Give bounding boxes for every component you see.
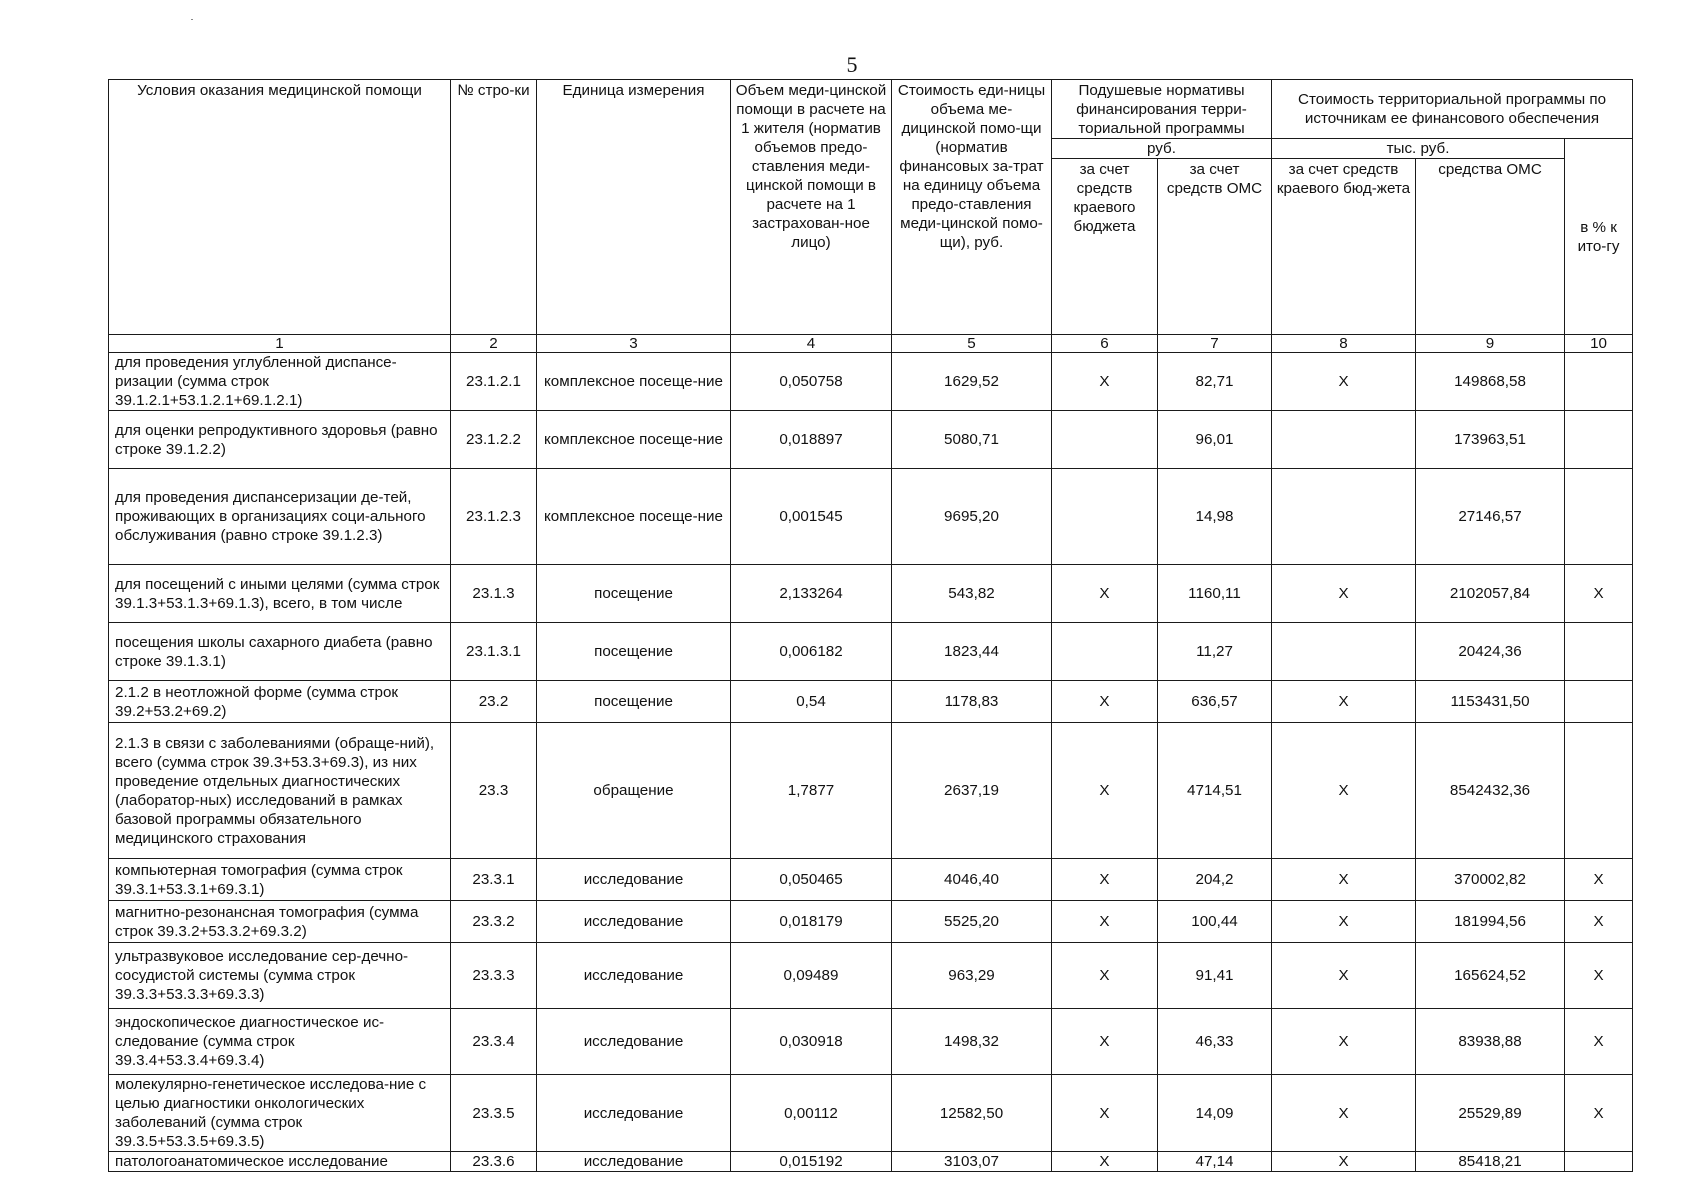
column-number-row <box>109 335 1633 353</box>
row-cost-oms: 181994,56 <box>1416 901 1565 943</box>
table-header <box>109 80 1633 353</box>
row-line-number: 23.3.2 <box>451 901 537 943</box>
row-unit-cost: 2637,19 <box>892 723 1052 859</box>
row-volume: 2,133264 <box>731 565 892 623</box>
column-number: 9 <box>1416 335 1565 353</box>
row-condition: 2.1.2 в неотложной форме (сумма строк 39.2+53.2+69.2) <box>109 681 451 723</box>
row-cost-budget: Х <box>1272 1152 1416 1172</box>
table-body <box>109 353 1633 1172</box>
row-percent <box>1565 469 1633 565</box>
table-row <box>109 1075 1633 1152</box>
row-unit-cost: 9695,20 <box>892 469 1052 565</box>
header-conditions: Условия оказания медицинской помощи <box>109 80 451 335</box>
row-unit: посещение <box>537 565 731 623</box>
row-condition: для оценки репродуктивного здоровья (равно строке 39.1.2.2) <box>109 411 451 469</box>
row-condition: 2.1.3 в связи с заболеваниями (обраще-ний), всего (сумма строк 39.3+53.3+69.3), из них проведение отдельных диагностических (лаборатор-ных) исследований в рамках базовой программы обязательного медицинского страхования <box>109 723 451 859</box>
row-cost-budget <box>1272 623 1416 681</box>
row-volume: 0,030918 <box>731 1009 892 1075</box>
row-cost-budget <box>1272 469 1416 565</box>
row-percapita-oms: 4714,51 <box>1158 723 1272 859</box>
row-percapita-budget: Х <box>1052 1075 1158 1152</box>
row-percapita-oms: 1160,11 <box>1158 565 1272 623</box>
row-percapita-oms: 204,2 <box>1158 859 1272 901</box>
row-percent: Х <box>1565 901 1633 943</box>
header-percapita-group: Подушевые нормативы финансирования терри-ториальной программы <box>1052 80 1272 139</box>
table-row <box>109 1009 1633 1075</box>
row-unit-cost: 1823,44 <box>892 623 1052 681</box>
row-volume: 0,018897 <box>731 411 892 469</box>
row-unit: посещение <box>537 623 731 681</box>
column-number: 7 <box>1158 335 1272 353</box>
row-cost-oms: 173963,51 <box>1416 411 1565 469</box>
row-percapita-budget: Х <box>1052 681 1158 723</box>
row-percapita-budget <box>1052 469 1158 565</box>
row-condition: для проведения углубленной диспансе-ризации (сумма строк 39.1.2.1+53.1.2.1+69.1.2.1) <box>109 353 451 411</box>
table-row <box>109 723 1633 859</box>
row-unit-cost: 963,29 <box>892 943 1052 1009</box>
row-condition: для проведения диспансеризации де-тей, проживающих в организациях соци-ального обслуживания (равно строке 39.1.2.3) <box>109 469 451 565</box>
header-percent: в % к ито-гу <box>1565 139 1633 335</box>
row-cost-budget: Х <box>1272 723 1416 859</box>
row-percapita-oms: 91,41 <box>1158 943 1272 1009</box>
row-unit-cost: 1498,32 <box>892 1009 1052 1075</box>
row-line-number: 23.3.1 <box>451 859 537 901</box>
row-percapita-oms: 636,57 <box>1158 681 1272 723</box>
row-percent: Х <box>1565 859 1633 901</box>
header-line-number: № стро-ки <box>451 80 537 335</box>
row-percapita-oms: 14,09 <box>1158 1075 1272 1152</box>
column-number: 6 <box>1052 335 1158 353</box>
row-percent <box>1565 623 1633 681</box>
header-percapita-oms: за счет средств ОМС <box>1158 159 1272 335</box>
header-cost-group: Стоимость территориальной программы по источникам ее финансового обеспечения <box>1272 80 1633 139</box>
row-unit-cost: 5080,71 <box>892 411 1052 469</box>
row-volume: 0,006182 <box>731 623 892 681</box>
row-line-number: 23.3.4 <box>451 1009 537 1075</box>
table-row <box>109 353 1633 411</box>
row-volume: 0,09489 <box>731 943 892 1009</box>
row-cost-budget: Х <box>1272 1009 1416 1075</box>
row-unit: исследование <box>537 1009 731 1075</box>
row-cost-budget <box>1272 411 1416 469</box>
row-unit: обращение <box>537 723 731 859</box>
row-cost-budget: Х <box>1272 681 1416 723</box>
row-cost-oms: 8542432,36 <box>1416 723 1565 859</box>
row-line-number: 23.1.3 <box>451 565 537 623</box>
row-line-number: 23.1.2.2 <box>451 411 537 469</box>
row-percapita-oms: 14,98 <box>1158 469 1272 565</box>
table-row <box>109 681 1633 723</box>
row-unit: посещение <box>537 681 731 723</box>
row-line-number: 23.3.3 <box>451 943 537 1009</box>
row-percent: Х <box>1565 565 1633 623</box>
column-number: 8 <box>1272 335 1416 353</box>
column-number: 5 <box>892 335 1052 353</box>
row-condition: эндоскопическое диагностическое ис-следование (сумма строк 39.3.4+53.3.4+69.3.4) <box>109 1009 451 1075</box>
row-cost-oms: 20424,36 <box>1416 623 1565 681</box>
row-unit: исследование <box>537 901 731 943</box>
row-line-number: 23.3.5 <box>451 1075 537 1152</box>
row-percapita-budget: Х <box>1052 859 1158 901</box>
row-volume: 0,018179 <box>731 901 892 943</box>
table-row <box>109 859 1633 901</box>
row-percapita-budget: Х <box>1052 353 1158 411</box>
row-unit-cost: 5525,20 <box>892 901 1052 943</box>
row-condition: для посещений с иными целями (сумма строк 39.1.3+53.1.3+69.1.3), всего, в том числе <box>109 565 451 623</box>
row-percent: Х <box>1565 1009 1633 1075</box>
program-cost-table <box>108 79 1633 1172</box>
row-condition: молекулярно-генетическое исследова-ние с целью диагностики онкологических заболеваний (сумма строк 39.3.5+53.3.5+69.3.5) <box>109 1075 451 1152</box>
row-volume: 0,001545 <box>731 469 892 565</box>
table-row <box>109 901 1633 943</box>
column-number: 10 <box>1565 335 1633 353</box>
row-line-number: 23.1.2.1 <box>451 353 537 411</box>
row-unit: комплексное посеще-ние <box>537 469 731 565</box>
row-percent: Х <box>1565 943 1633 1009</box>
row-percent <box>1565 411 1633 469</box>
table-row <box>109 411 1633 469</box>
row-percapita-oms: 96,01 <box>1158 411 1272 469</box>
header-volume: Объем меди-цинской помощи в расчете на 1 жителя (норматив объемов предо-ставления меди-цинской помощи в расчете на 1 застрахован-ное лицо) <box>731 80 892 335</box>
row-percapita-oms: 11,27 <box>1158 623 1272 681</box>
column-number: 1 <box>109 335 451 353</box>
row-cost-budget: Х <box>1272 943 1416 1009</box>
row-cost-oms: 83938,88 <box>1416 1009 1565 1075</box>
row-percapita-budget: Х <box>1052 1009 1158 1075</box>
column-number: 2 <box>451 335 537 353</box>
scan-speck <box>191 19 193 20</box>
row-cost-oms: 25529,89 <box>1416 1075 1565 1152</box>
row-percent <box>1565 353 1633 411</box>
row-cost-oms: 27146,57 <box>1416 469 1565 565</box>
row-percent: Х <box>1565 1075 1633 1152</box>
row-percapita-budget <box>1052 623 1158 681</box>
row-line-number: 23.1.3.1 <box>451 623 537 681</box>
header-unit: Единица измерения <box>537 80 731 335</box>
row-percapita-oms: 100,44 <box>1158 901 1272 943</box>
row-percapita-oms: 47,14 <box>1158 1152 1272 1172</box>
row-cost-oms: 370002,82 <box>1416 859 1565 901</box>
row-unit: комплексное посеще-ние <box>537 411 731 469</box>
header-unit-cost: Стоимость еди-ницы объема ме-дицинской помо-щи (норматив финансовых за-трат на единицу объема предо-ставления меди-цинской помо-щи), руб. <box>892 80 1052 335</box>
row-cost-oms: 149868,58 <box>1416 353 1565 411</box>
column-number: 3 <box>537 335 731 353</box>
row-line-number: 23.1.2.3 <box>451 469 537 565</box>
row-condition: ультразвуковое исследование сер-дечно-сосудистой системы (сумма строк 39.3.3+53.3.3+69.3.3) <box>109 943 451 1009</box>
row-line-number: 23.2 <box>451 681 537 723</box>
table-row <box>109 469 1633 565</box>
row-volume: 0,54 <box>731 681 892 723</box>
row-cost-budget: Х <box>1272 1075 1416 1152</box>
row-unit-cost: 12582,50 <box>892 1075 1052 1152</box>
row-percent <box>1565 1152 1633 1172</box>
row-volume: 0,050758 <box>731 353 892 411</box>
row-percapita-budget: Х <box>1052 901 1158 943</box>
row-volume: 0,050465 <box>731 859 892 901</box>
row-unit: исследование <box>537 943 731 1009</box>
header-percapita-budget: за счет средств краевого бюджета <box>1052 159 1158 335</box>
row-cost-budget: Х <box>1272 353 1416 411</box>
header-cost-unit: тыс. руб. <box>1272 139 1565 159</box>
row-unit: комплексное посеще-ние <box>537 353 731 411</box>
row-cost-oms: 1153431,50 <box>1416 681 1565 723</box>
row-cost-oms: 165624,52 <box>1416 943 1565 1009</box>
row-percapita-budget: Х <box>1052 565 1158 623</box>
row-percapita-budget: Х <box>1052 1152 1158 1172</box>
row-unit: исследование <box>537 859 731 901</box>
row-percapita-oms: 46,33 <box>1158 1009 1272 1075</box>
row-percent <box>1565 681 1633 723</box>
table-row <box>109 1152 1633 1172</box>
row-unit: исследование <box>537 1075 731 1152</box>
row-cost-oms: 2102057,84 <box>1416 565 1565 623</box>
row-condition: посещения школы сахарного диабета (равно строке 39.1.3.1) <box>109 623 451 681</box>
row-volume: 1,7877 <box>731 723 892 859</box>
row-unit-cost: 543,82 <box>892 565 1052 623</box>
row-cost-oms: 85418,21 <box>1416 1152 1565 1172</box>
row-percent <box>1565 723 1633 859</box>
row-line-number: 23.3 <box>451 723 537 859</box>
table-row <box>109 565 1633 623</box>
row-percapita-budget: Х <box>1052 723 1158 859</box>
header-cost-oms: средства ОМС <box>1416 159 1565 335</box>
row-volume: 0,015192 <box>731 1152 892 1172</box>
column-number: 4 <box>731 335 892 353</box>
row-percapita-budget <box>1052 411 1158 469</box>
row-unit-cost: 1178,83 <box>892 681 1052 723</box>
row-unit-cost: 1629,52 <box>892 353 1052 411</box>
row-condition: компьютерная томография (сумма строк 39.3.1+53.3.1+69.3.1) <box>109 859 451 901</box>
row-unit: исследование <box>537 1152 731 1172</box>
table-row <box>109 623 1633 681</box>
row-cost-budget: Х <box>1272 859 1416 901</box>
header-percapita-unit: руб. <box>1052 139 1272 159</box>
row-percapita-oms: 82,71 <box>1158 353 1272 411</box>
row-unit-cost: 4046,40 <box>892 859 1052 901</box>
page-number: 5 <box>846 52 858 77</box>
row-condition: магнитно-резонансная томография (сумма строк 39.3.2+53.3.2+69.3.2) <box>109 901 451 943</box>
row-cost-budget: Х <box>1272 565 1416 623</box>
row-condition: патологоанатомическое исследование <box>109 1152 451 1172</box>
row-volume: 0,00112 <box>731 1075 892 1152</box>
header-cost-budget: за счет средств краевого бюд-жета <box>1272 159 1416 335</box>
row-cost-budget: Х <box>1272 901 1416 943</box>
row-percapita-budget: Х <box>1052 943 1158 1009</box>
row-unit-cost: 3103,07 <box>892 1152 1052 1172</box>
row-line-number: 23.3.6 <box>451 1152 537 1172</box>
table-row <box>109 943 1633 1009</box>
